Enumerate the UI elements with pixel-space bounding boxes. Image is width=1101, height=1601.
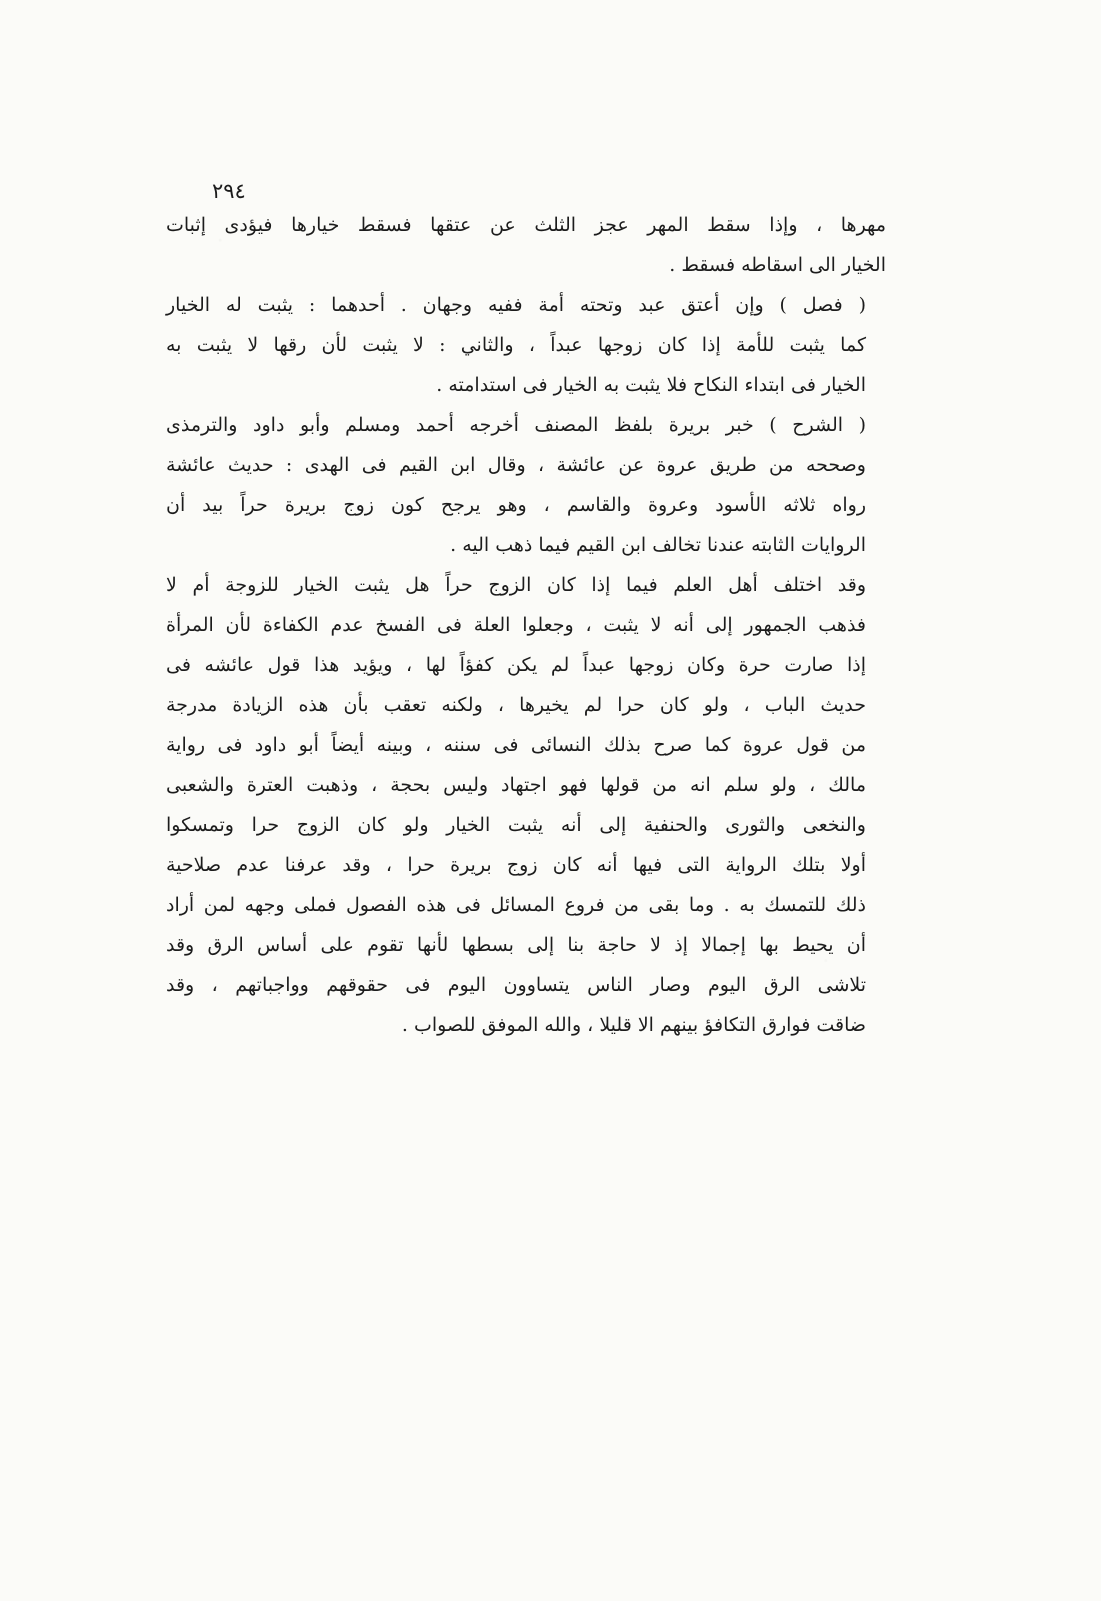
text-line: ( الشرح ) خبر بريرة بلفظ المصنف أخرجه أحمد ومسلم وأبو داود والترمذى: [166, 414, 866, 436]
text-line: ضاقت فوارق التكافؤ بينهم الا قليلا ، والله الموفق للصواب .: [401, 1014, 866, 1036]
text-line: إذا صارت حرة وكان زوجها عبداً لم يكن كفؤاً لها ، ويؤيد هذا قول عائشه فى: [166, 654, 866, 676]
page-number: ٢٩٤: [212, 179, 246, 203]
text-line: والنخعى والثورى والحنفية إلى أنه يثبت الخيار ولو كان الزوج حرا وتمسكوا: [166, 814, 866, 836]
text-line: وقد اختلف أهل العلم فيما إذا كان الزوج حراً هل يثبت الخيار للزوجة أم لا: [166, 574, 866, 596]
text-line: الخيار فى ابتداء النكاح فلا يثبت به الخيار فى استدامته .: [436, 374, 866, 396]
text-line: أولا بتلك الرواية التى فيها أنه كان زوج بريرة حرا ، وقد عرفنا عدم صلاحية: [166, 854, 866, 876]
text-line: رواه ثلاثه الأسود وعروة والقاسم ، وهو يرجح كون زوج بريرة حراً بيد أن: [166, 494, 866, 516]
text-line: مالك ، ولو سلم انه من قولها فهو اجتهاد وليس بحجة ، وذهبت العترة والشعبى: [166, 774, 866, 796]
paragraph: [166, 205, 886, 285]
text-line: ( فصل ) وإن أعتق عبد وتحته أمة ففيه وجهان . أحدهما : يثبت له الخيار: [166, 294, 866, 316]
text-line: الخيار الى اسقاطه فسقط .: [669, 254, 886, 276]
paragraph: [166, 405, 886, 565]
paragraph: [166, 285, 886, 405]
body-text: [166, 205, 886, 1045]
text-line: من قول عروة كما صرح بذلك النسائى فى سننه ، وبينه أيضاً أبو داود فى رواية: [166, 734, 866, 756]
text-line: وصححه من طريق عروة عن عائشة ، وقال ابن القيم فى الهدى : حديث عائشة: [166, 454, 866, 476]
text-line: مهرها ، وإذا سقط المهر عجز الثلث عن عتقها فسقط خيارها فيؤدى إثبات: [166, 214, 886, 236]
text-line: فذهب الجمهور إلى أنه لا يثبت ، وجعلوا العلة فى الفسخ عدم الكفاءة لأن المرأة: [166, 614, 866, 636]
text-line: ذلك للتمسك به . وما بقى من فروع المسائل فى هذه الفصول فملى وجهه لمن أراد: [166, 894, 866, 916]
text-line: الروايات الثابته عندنا تخالف ابن القيم فيما ذهب اليه .: [450, 534, 866, 556]
text-line: حديث الباب ، ولو كان حرا لم يخيرها ، ولكنه تعقب بأن هذه الزيادة مدرجة: [166, 694, 866, 716]
text-line: تلاشى الرق اليوم وصار الناس يتساوون اليوم فى حقوقهم وواجباتهم ، وقد: [166, 974, 866, 996]
text-line: كما يثبت للأمة إذا كان زوجها عبداً ، والثاني : لا يثبت لأن رقها لا يثبت به: [166, 334, 866, 356]
paragraph: [166, 565, 886, 1045]
text-line: أن يحيط بها إجمالا إذ لا حاجة بنا إلى بسطها لأنها تقوم على أساس الرق وقد: [166, 934, 866, 956]
